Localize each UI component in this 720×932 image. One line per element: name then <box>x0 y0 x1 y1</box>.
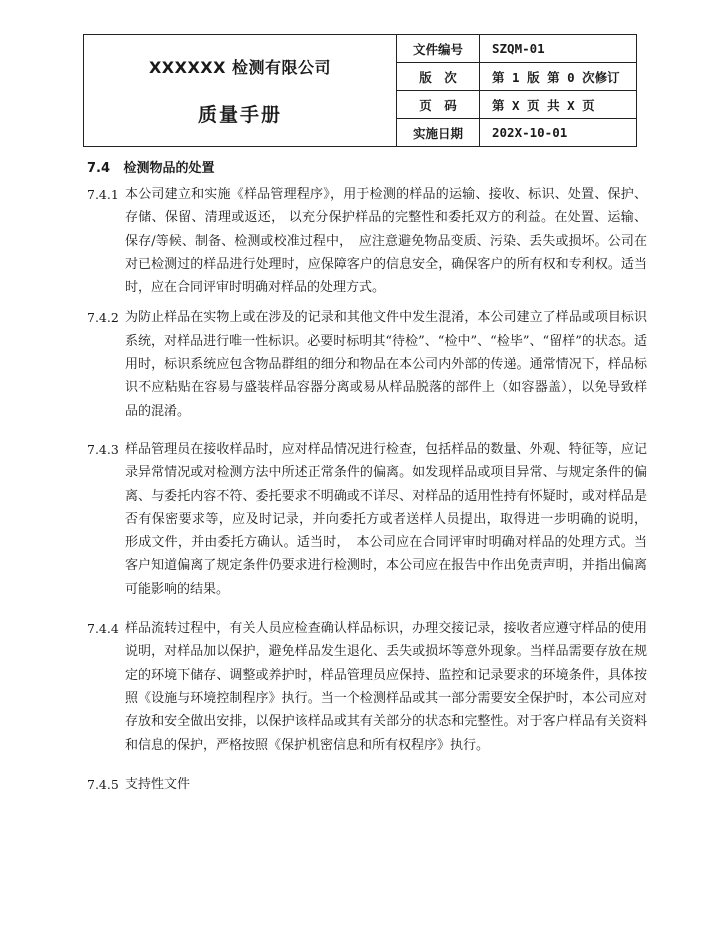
effective-date-label: 实施日期 <box>397 119 480 147</box>
document-title: 质量手册 <box>197 103 282 126</box>
clause-number: 7.4.2 <box>87 310 119 326</box>
section-heading <box>87 157 647 181</box>
clause-text: 样品管理员在接收样品时，应对样品情况进行检查，包括样品的数量、外观、特征等，应记录异常情况或对检测方法中所述正常条件的偏离。如发现样品或项目异常、与规定条件的偏离、与委托内容不符、委托要求不明确或不详尽、对样品的适用性持有怀疑时，或对样品是否有保密要求等，应及时记录，并向委托方或者送样人员提出，取得进一步明确的说明， 形成文件，并由委托方确认。适当时， 本公司应在合同评审时明确对样品的处理方式。当客户知道偏离了规定条件仍要求进行检测时，本公司应在报告中作出免责声明，并指出偏离可能影响的结果。 <box>125 441 647 597</box>
clause-text: 本公司建立和实施《样品管理程序》，用于检测的样品的运输、接收、标识、处置、保护、存储、保留、清理或返还， 以充分保护样品的完整性和委托双方的利益。在处置、运输、保存/等候、制备、检测或校准过程中， 应注意避免物品变质、污染、丢失或损坏。公司在对已检测过的样品进行处理时，应保障客户的信息安全，确保客户的所有权和专利权。适当时，应在合同评审时明确对样品的处理方式。 <box>125 187 647 296</box>
clause-number: 7.4.4 <box>87 621 119 637</box>
edition-label: 版 次 <box>397 63 480 91</box>
clause-text: 样品流转过程中，有关人员应检查确认样品标识，办理交接记录，接收者应遵守样品的使用说明，对样品加以保护，避免样品发生退化、丢失或损坏等意外现象。当样品需要存放在规定的环境下储存、调整或养护时，样品管理员应保持、监控和记录要求的环境条件，具体按照《设施与环境控制程序》执行。当一个检测样品或其一部分需要安全保护时，本公司应对存放和安全做出安排，以保护该样品或其有关部分的状态和完整性。对于客户样品有关资料和信息的保护，严格按照《保护机密信息和所有权程序》执行。 <box>125 621 647 753</box>
clause-7-4-4 <box>87 617 647 757</box>
clause-7-4-5 <box>87 773 647 796</box>
document-header-table <box>83 34 637 147</box>
page-value: 第 X 页 共 X 页 <box>480 91 637 119</box>
clause-7-4-3 <box>87 438 647 601</box>
clause-7-4-2 <box>87 306 647 422</box>
section-number: 7.4 <box>87 161 111 176</box>
clause-7-4-1 <box>87 183 647 299</box>
clause-text: 为防止样品在实物上或在涉及的记录和其他文件中发生混淆，本公司建立了样品或项目标识系统，对样品进行唯一性标识。必要时标明其“待检”、“检中”、“检毕”、“留样”的状态。适用时，标识系统应包含物品群组的细分和物品在本公司内外部的传递。通常情况下，样品标识不应粘贴在容易与盛装样品容器分离或易从样品脱落的部件上（如容器盖），以免导致样品的混淆。 <box>125 310 647 419</box>
clause-number: 7.4.3 <box>87 441 119 457</box>
section-title: 检测物品的处置 <box>123 161 215 176</box>
company-title-cell <box>84 35 397 147</box>
company-name: XXXXXX 检测有限公司 <box>148 57 332 77</box>
page-label: 页 码 <box>397 91 480 119</box>
clause-number: 7.4.5 <box>87 776 119 792</box>
clause-text: 支持性文件 <box>125 776 191 792</box>
document-body <box>87 157 647 796</box>
clause-number: 7.4.1 <box>87 187 119 202</box>
effective-date-value: 202X-10-01 <box>480 119 637 147</box>
doc-number-value: SZQM-01 <box>480 35 637 63</box>
doc-number-label: 文件编号 <box>397 35 480 63</box>
header-row-1 <box>84 35 637 63</box>
edition-value: 第 1 版 第 0 次修订 <box>480 63 637 91</box>
